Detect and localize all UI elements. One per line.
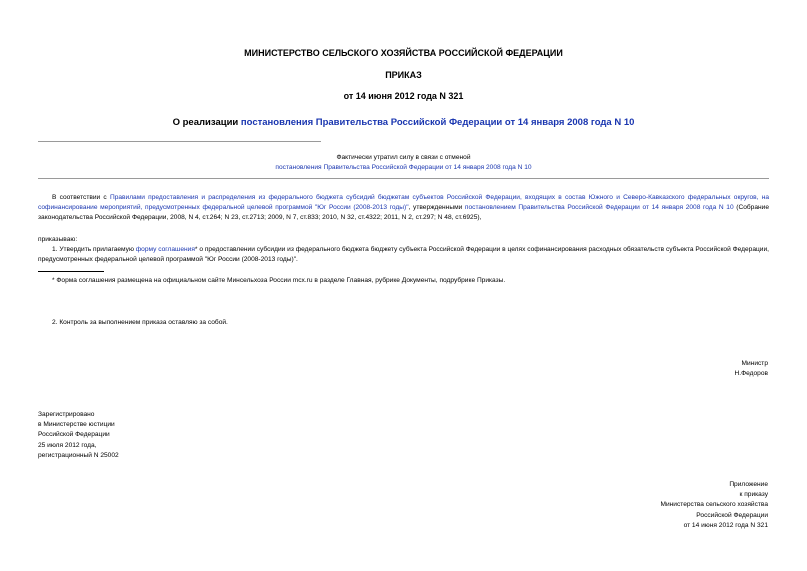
title-resolution-link[interactable]: постановления Правительства Российской Федерации от 14 января 2008 года N 10 — [240, 117, 635, 128]
status-resolution-link[interactable]: постановления Правительства Российской Федерации от 14 января 2008 года N 10 — [275, 164, 532, 171]
status-divider-bottom — [38, 178, 769, 179]
appendix-line: Приложение — [729, 481, 768, 488]
footnote-divider — [38, 271, 104, 272]
item-2-paragraph: 2. Контроль за выполнением приказа оставляю за собой. — [52, 319, 228, 326]
ministry-heading: МИНИСТЕРСТВО СЕЛЬСКОГО ХОЗЯЙСТВА РОССИЙСКОЙ ФЕДЕРАЦИИ — [244, 48, 563, 58]
registration-line: Зарегистрировано — [38, 411, 95, 418]
agreement-form-link[interactable]: форму соглашения — [135, 246, 195, 253]
date-number-heading: от 14 июня 2012 года N 321 — [343, 91, 464, 101]
registration-line: Российской Федерации — [38, 431, 110, 439]
document-title — [0, 117, 807, 128]
title-prefix: О реализации — [172, 117, 241, 128]
signature-block — [600, 359, 768, 379]
status-line-1: Фактически утратил силу в связи с отменой — [336, 154, 471, 161]
status-line-2 — [0, 163, 807, 173]
registration-block — [38, 410, 238, 461]
resolution-link[interactable]: постановлением Правительства Российской Федерации от 14 января 2008 года N 10 — [464, 204, 734, 212]
appendix-line: от 14 июня 2012 года N 321 — [683, 521, 768, 529]
rules-link[interactable]: Правилами предоставления и распределения из федерального бюджета субсидий бюджетам субъектов Российской Федерации, входящих в состав Южного и Северо-Кавказского федеральных округов, на софинансирование мероприятий, предусмотренных федеральной целевой программой "Юг России (2008-2013 годы)" — [38, 194, 770, 212]
appendix-line: к приказу — [739, 491, 768, 499]
registration-line: в Министерстве юстиции — [38, 421, 115, 429]
signature-name: Н.Федоров — [734, 370, 768, 378]
preamble-paragraph: В соответствии с Правилами предоставления и распределения из федерального бюджета субсидий бюджетам субъектов Российской Федерации, входящих в состав Южного и Северо-Кавказского федеральных округов, на софинансирование мероприятий, предусмотренных федеральной целевой программой "Юг России (2008-2013 годы)", утвержденными постановлением Правительства Российской Федерации от 14 января 2008 года N 10 (Собрание законодательства Российской Федерации, 2008, N 4, ст.264; N 23, ст.2713; 2009, N 7, ст.833; 2010, N 32, ст.4322; 2011, N 2, ст.297; N 48, ст.6925), — [38, 194, 770, 222]
registration-line: 25 июля 2012 года, — [38, 441, 97, 449]
footnote: * Форма соглашения размещена на официальном сайте Минсельхоза России mcx.ru в разделе Главная, рубрике Документы, подрубрике Приказы. — [52, 277, 506, 284]
signature-position: Министр — [741, 360, 768, 367]
appendix-line: Министерства сельского хозяйства — [660, 501, 768, 509]
appendix-block — [568, 480, 768, 531]
doc-type-heading: ПРИКАЗ — [385, 70, 422, 80]
order-word: приказываю: — [38, 236, 78, 243]
item-1-paragraph: 1. Утвердить прилагаемую форму соглашения* о предоставлении субсидии из федерального бюджета бюджету субъекта Российской Федерации в целях софинансирования расходных обязательств субъекта Российской Федерации, предусмотренных федеральной целевой программой "Юг России (2008-2013 годы)". — [38, 246, 769, 264]
status-divider-top — [38, 141, 321, 142]
registration-line: регистрационный N 25002 — [38, 451, 119, 459]
appendix-line: Российской Федерации — [696, 511, 768, 519]
